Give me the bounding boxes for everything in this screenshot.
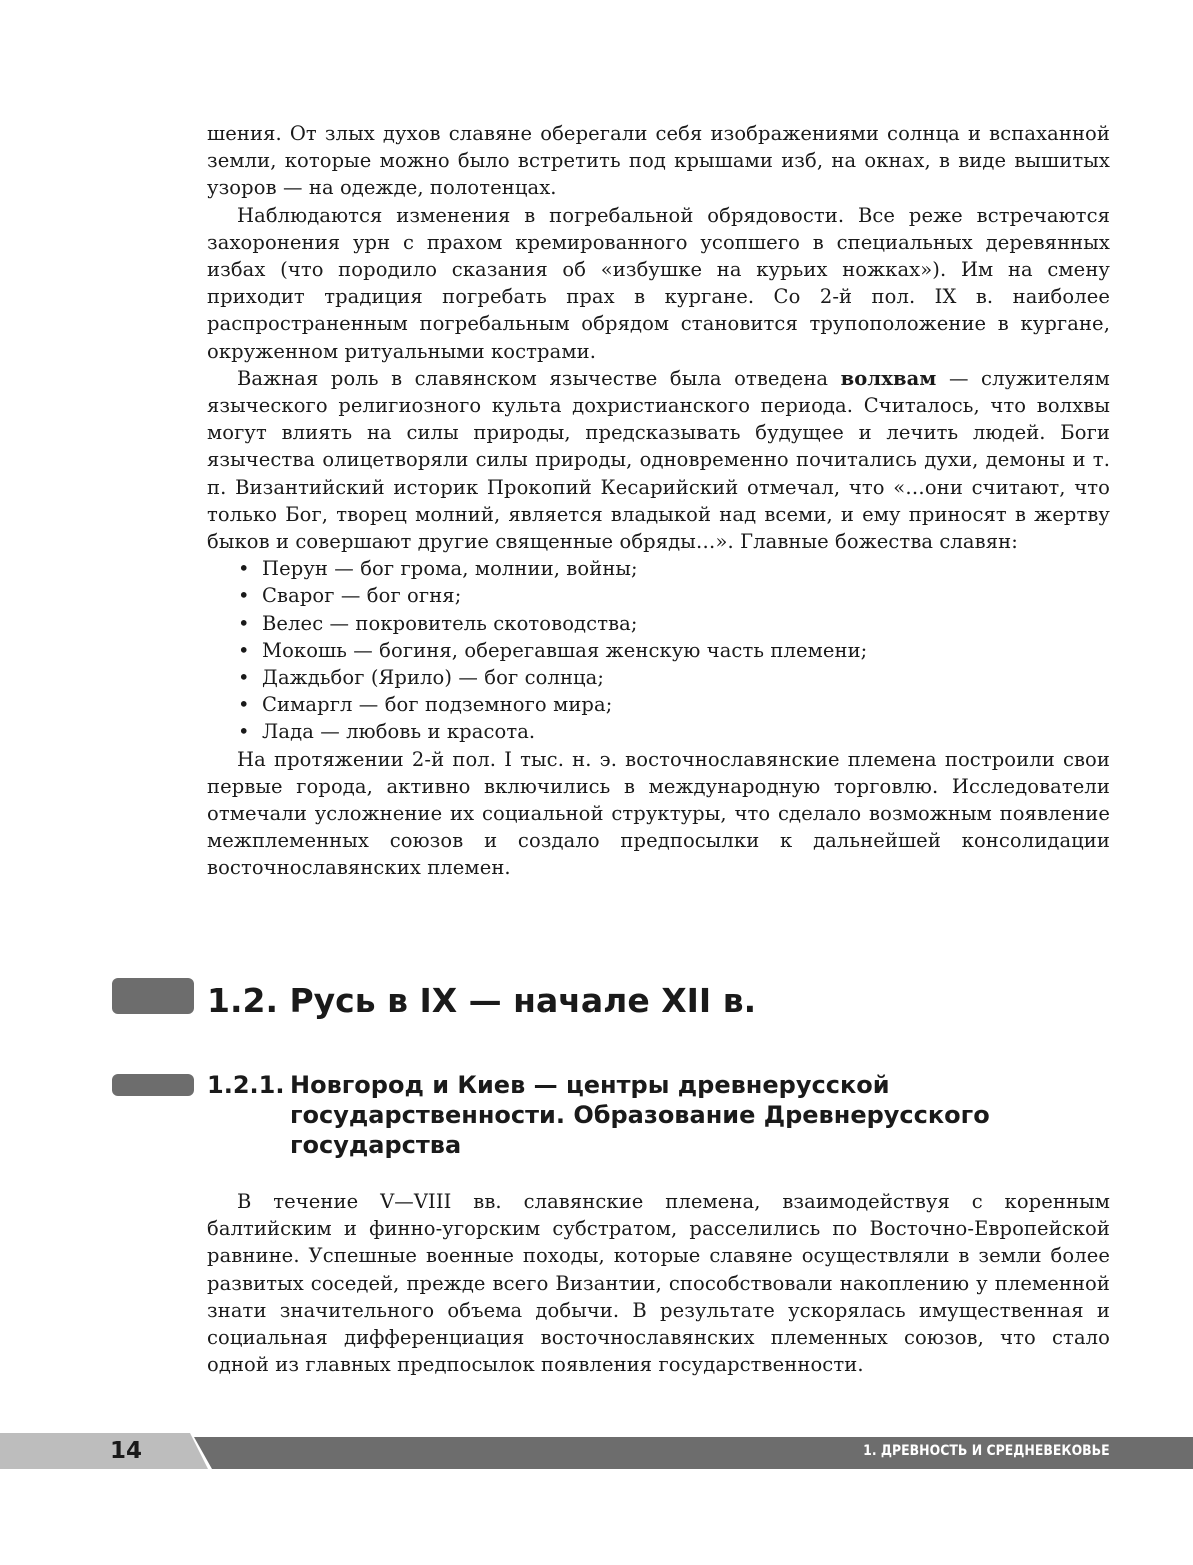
bullet-icon: • bbox=[238, 693, 250, 717]
paragraph-3 bbox=[207, 365, 1110, 555]
body-text-top bbox=[207, 120, 1110, 882]
paragraph-2: Наблюдаются изменения в погребальной обрядовости. Все реже встречаются захоронения урн с прахом кремированного усопшего в специальных деревянных избах (что породило сказания об «избушке на курьих ножках»). Им на смену приходит традиция погребать прах в кургане. Со 2-й пол. IX в. наиболее распространенным погребальным обрядом становится трупоположение в кургане, окруженном ритуальными кострами. bbox=[207, 203, 1110, 363]
list-item-text: Даждьбог (Ярило) — бог солнца; bbox=[262, 666, 605, 690]
list-item-text: Мокошь — богиня, оберегавшая женскую часть племени; bbox=[262, 638, 868, 662]
term-volkhvy: волхвам bbox=[840, 366, 937, 390]
subsection-title: Новгород и Киев — центры древнерусской государственности. Образование Древнерусского государства bbox=[290, 1071, 990, 1159]
list-item bbox=[207, 691, 1110, 718]
list-item-text: Сварог — бог огня; bbox=[262, 584, 462, 608]
section-marker-bar bbox=[112, 978, 194, 1014]
page-number: 14 bbox=[110, 1438, 143, 1464]
list-item bbox=[207, 555, 1110, 582]
footer-page-tab bbox=[0, 1433, 208, 1469]
list-item bbox=[207, 610, 1110, 637]
bullet-icon: • bbox=[238, 557, 250, 581]
page-footer bbox=[0, 1433, 1193, 1469]
list-item-text: Лада — любовь и красота. bbox=[262, 720, 536, 744]
section-heading: 1.2. Русь в IX — начале XII в. bbox=[207, 981, 757, 1020]
list-item-text: Перун — бог грома, молнии, войны; bbox=[262, 557, 638, 581]
list-item-text: Велес — покровитель скотоводства; bbox=[262, 611, 638, 635]
paragraph-1: шения. От злых духов славяне оберегали себя изображениями солнца и вспаханной земли, которые можно было встретить под крышами изб, на окнах, в виде вышитых узоров — на одежде, полотенцах. bbox=[207, 122, 1110, 200]
chapter-title: 1. ДРЕВНОСТЬ И СРЕДНЕВЕКОВЬЕ bbox=[863, 1443, 1110, 1459]
bullet-icon: • bbox=[238, 720, 250, 744]
list-item bbox=[207, 664, 1110, 691]
list-item-text: Симаргл — бог подземного мира; bbox=[262, 693, 613, 717]
gods-list bbox=[207, 555, 1110, 745]
paragraph-3-start: Важная роль в славянском язычестве была отведена bbox=[237, 366, 829, 390]
subsection-heading bbox=[207, 1070, 1087, 1160]
paragraph-4: На протяжении 2-й пол. I тыс. н. э. восточнославянские племена построили свои первые города, активно включились в международную торговлю. Исследователи отмечали усложнение их социальной структуры, что сделало возможным появление межплеменных союзов и создало предпосылки к дальнейшей консолидации восточнославянских племен. bbox=[207, 747, 1110, 880]
list-item bbox=[207, 637, 1110, 664]
list-item bbox=[207, 582, 1110, 609]
body-text-bottom bbox=[207, 1188, 1110, 1378]
paragraph-5: В течение V—VIII вв. славянские племена, взаимодействуя с коренным балтийским и финно-угорским субстратом, расселились по Восточно-Европейской равнине. Успешные военные походы, которые славяне осуществляли в земли более развитых соседей, прежде всего Византии, способствовали накоплению у племенной знати значительного объема добычи. В результате ускорялась имущественная и социальная дифференциация восточнославянских племенных союзов, что стало одной из главных предпосылок появления государственности. bbox=[207, 1190, 1110, 1377]
paragraph-3-end: — служителям языческого религиозного культа дохристианского периода. Считалось, что волхвы могут влиять на силы природы, предсказывать будущее и лечить людей. Боги язычества олицетворяли силы природы, одновременно почитались духи, демоны и т. п. Византийский историк Прокопий Кесарийский отмечал, что «…они считают, что только Бог, творец молний, является владыкой над всеми, и ему приносят в жертву быков и совершают другие священные обряды…». Главные божества славян: bbox=[207, 366, 1110, 554]
list-item bbox=[207, 718, 1110, 745]
subsection-marker-bar bbox=[112, 1074, 194, 1096]
bullet-icon: • bbox=[238, 638, 250, 662]
bullet-icon: • bbox=[238, 611, 250, 635]
bullet-icon: • bbox=[238, 584, 250, 608]
subsection-number: 1.2.1. bbox=[207, 1071, 285, 1099]
bullet-icon: • bbox=[238, 666, 250, 690]
